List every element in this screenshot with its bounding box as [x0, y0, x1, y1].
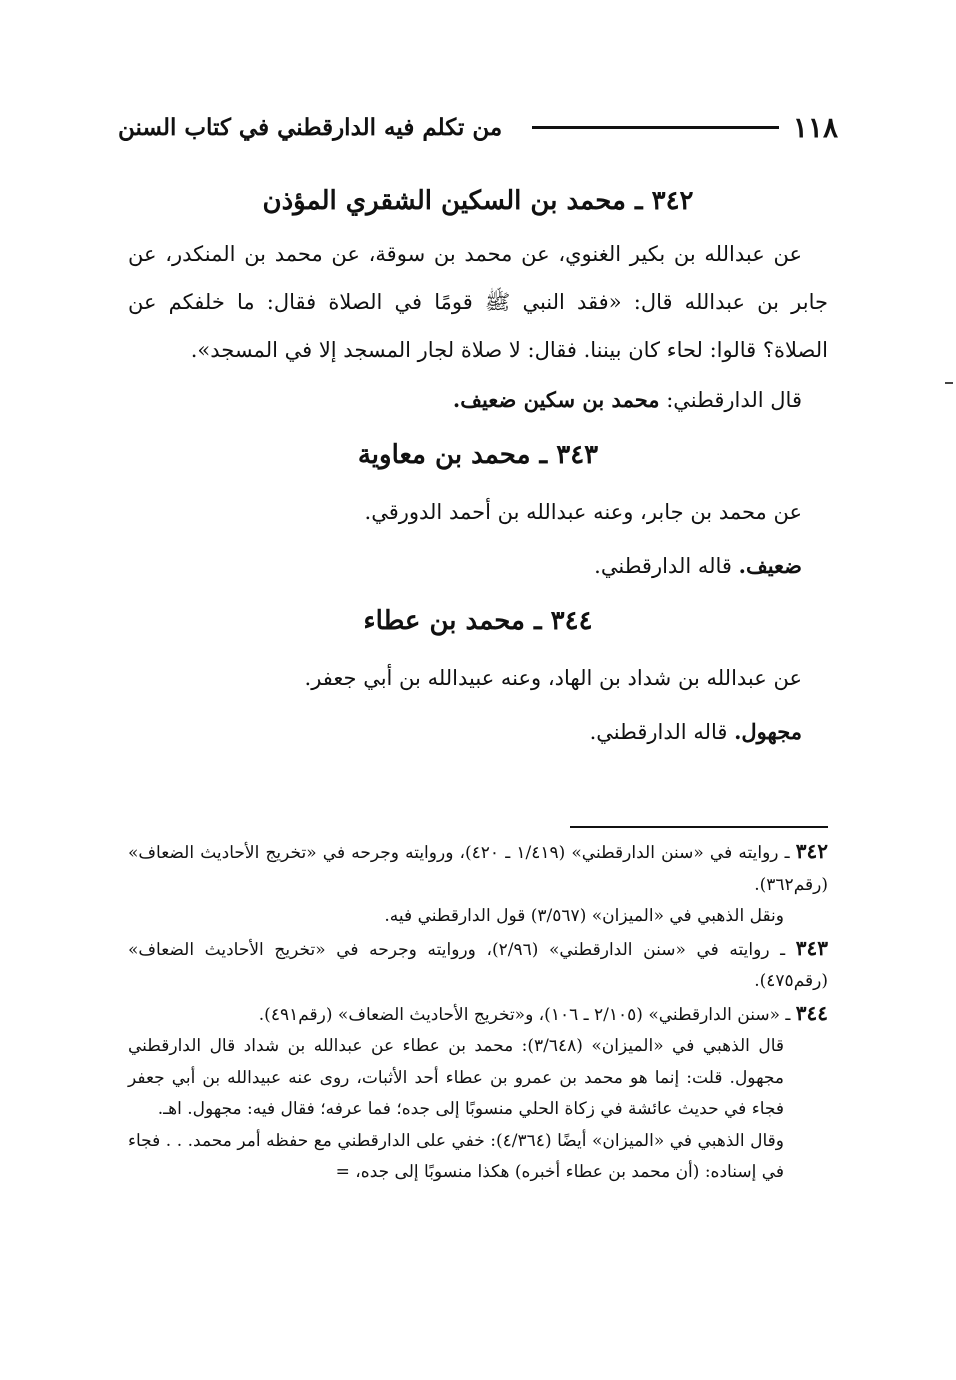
verdict-rest: قاله الدارقطني. [589, 720, 735, 744]
entry-verdict-344 [128, 708, 828, 756]
entry-title-342: ٣٤٢ ـ محمد بن السكين الشقري المؤذن [262, 186, 694, 216]
verdict-bold: محمد بن سكين ضعيف. [452, 387, 660, 412]
verdict-rest: قاله الدارقطني. [594, 554, 739, 578]
page-number: ١١٨ [792, 110, 838, 144]
footnote-number: ٣٤٤ [795, 1000, 828, 1025]
margin-mark [945, 382, 953, 384]
entry-title-344: ٣٤٤ ـ محمد بن عطاء [363, 606, 593, 636]
footnote-344 [128, 998, 828, 1032]
entry-text-344: عن عبدالله بن شداد بن الهاد، وعنه عبيدالله بن أبي جعفر. [304, 666, 802, 690]
footnotes [128, 836, 828, 1189]
page-header [118, 104, 838, 150]
verdict-bold: مجهول. [734, 719, 802, 744]
footnote-342 [128, 836, 828, 901]
entry-text-342: عن عبدالله بن بكير الغنوي، عن محمد بن سوقة، عن محمد بن المنكدر، عن جابر بن عبدالله قال: «فقد النبي ﷺ قومًا في الصلاة فقال: ما خلفكم عن الصلاة؟ قالوا: لحاء كان بيننا. فقال: لا صلاة لجار المسجد إلا في المسجد». [128, 242, 828, 362]
footnote-separator [570, 826, 828, 828]
main-text [128, 174, 828, 756]
footnote-number: ٣٤٢ [795, 839, 828, 863]
footnote-text: ـ «سنن الدارقطني» (٢/١٠٥ ـ ١٠٦)، و«تخريج الأحاديث الضعاف» (رقم٤٩١). [258, 1004, 796, 1025]
footnote-342-note: ونقل الذهبي في «الميزان» (٣/٥٦٧) قول الدارقطني فيه. [384, 906, 784, 926]
entry-title-343: ٣٤٣ ـ محمد بن معاوية [357, 440, 599, 470]
footnote-344-note-1: قال الذهبي في «الميزان» (٣/٦٤٨): محمد بن عطاء عن عبدالله بن شداد قال الدارقطني مجهول. قلت: إنما هو محمد بن عمرو بن عطاء أحد الأثبات، روى عنه عبيدالله بن أبي جعفر فجاء في حديث عائشة في زكاة الحلي منسوبًا إلى جده؛ فما عرفه؛ فقال فيه: مجهول. اهـ. [128, 1036, 785, 1119]
verdict-prefix: قال الدارقطني: [659, 388, 802, 412]
entry-text-343: عن محمد بن جابر، وعنه عبدالله بن أحمد الدورقي. [364, 500, 802, 524]
entry-verdict-343 [128, 542, 828, 590]
entry-verdict-342 [128, 376, 828, 424]
footnote-343 [128, 933, 828, 998]
verdict-bold: ضعيف. [738, 553, 802, 578]
footnote-344-note-2: وقال الذهبي في «الميزان» أيضًا (٤/٣٦٤): خفي على الدارقطني مع حفظه أمر محمد. . . فجاء في إسناده: (أن محمد بن عطاء أخبره) هكذا منسوبًا إلى جده، = [128, 1130, 785, 1182]
header-rule [532, 126, 779, 129]
footnote-text: ـ روايته في «سنن الدارقطني» (١/٤١٩ ـ ٤٢٠)، وروايته وجرحه في «تخريج الأحاديث الضعاف» (رقم٣٦٢). [128, 843, 828, 895]
footnote-number: ٣٤٣ [795, 935, 829, 960]
running-title: من تكلم فيه الدارقطني في كتاب السنن [118, 113, 503, 141]
footnote-text: ـ روايته في «سنن الدارقطني» (٢/٩٦)، وروايته وجرحه في «تخريج الأحاديث الضعاف» (رقم٤٧٥). [128, 939, 828, 991]
